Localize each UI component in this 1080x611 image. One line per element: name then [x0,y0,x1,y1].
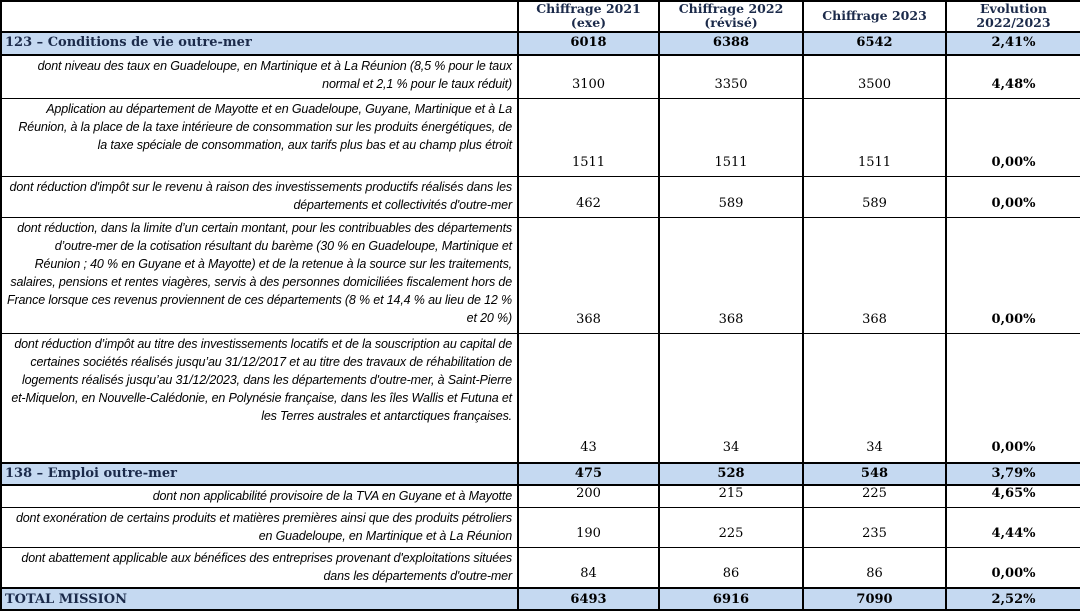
value-2021: 43 [518,334,659,463]
row-label: TOTAL MISSION [1,588,518,610]
column-header-chiffrage-2023: Chiffrage 2023 [803,1,946,32]
value-2023: 589 [803,177,946,218]
value-2022: 528 [659,463,803,485]
row-label: dont abattement applicable aux bénéfices des entreprises provenant d'exploitations situées dans les départements d'outre-mer [1,548,518,589]
column-header-chiffrage-2022: Chiffrage 2022 (révisé) [659,1,803,32]
detail-row-reduction-bareme [1,218,1080,334]
value-2021: 3100 [518,55,659,99]
value-2022: 215 [659,485,803,508]
value-2022: 34 [659,334,803,463]
detail-row-abattement-benefices [1,548,1080,589]
value-2022: 6916 [659,588,803,610]
value-2021: 190 [518,508,659,548]
row-label: Application au département de Mayotte et en Guadeloupe, Guyane, Martinique et à La Réunion, à la place de la taxe intérieure de consommation sur les produits énergétiques, de la taxe spéciale de consommation, aux tarifs plus bas et au champ plus étroit [1,99,518,177]
evolution-value: 2,41% [946,32,1080,55]
section-row-138 [1,463,1080,485]
evolution-value: 4,44% [946,508,1080,548]
value-2023: 235 [803,508,946,548]
row-label: 138 – Emploi outre-mer [1,463,518,485]
detail-row-investissements-locatifs [1,334,1080,463]
row-label: dont exonération de certains produits et matières premières ainsi que des produits pétroliers en Guadeloupe, en Martinique et à La Réunion [1,508,518,548]
value-2023: 34 [803,334,946,463]
detail-row-reduction-revenu [1,177,1080,218]
value-2022: 86 [659,548,803,589]
row-label: dont réduction d’impôt au titre des investissements locatifs et de la souscription au capital de certaines sociétés réalisés jusqu’au 31/12/2017 et au titre des travaux de réhabilitation de logements réalisés jusqu’au 31/12/2023, dans les départements d'outre-mer, à Saint-Pierre et-Miquelon, en Nouvelle-Calédonie, en Polynésie française, dans les îles Wallis et Futuna et les Terres australes et antarctiques françaises. [1,334,518,463]
column-header-evolution: Evolution 2022/2023 [946,1,1080,32]
value-2021: 1511 [518,99,659,177]
evolution-value: 2,52% [946,588,1080,610]
detail-row-exoneration-produits [1,508,1080,548]
evolution-value: 0,00% [946,99,1080,177]
header-row [1,1,1080,32]
evolution-value: 4,48% [946,55,1080,99]
value-2021: 6493 [518,588,659,610]
evolution-value: 3,79% [946,463,1080,485]
section-row-123 [1,32,1080,55]
value-2021: 368 [518,218,659,334]
value-2021: 84 [518,548,659,589]
value-2023: 3500 [803,55,946,99]
detail-row-niveau-taux [1,55,1080,99]
value-2023: 548 [803,463,946,485]
evolution-value: 4,65% [946,485,1080,508]
value-2022: 368 [659,218,803,334]
value-2023: 368 [803,218,946,334]
evolution-value: 0,00% [946,218,1080,334]
value-2022: 6388 [659,32,803,55]
detail-row-tva-guyane-mayotte [1,485,1080,508]
value-2022: 3350 [659,55,803,99]
evolution-value: 0,00% [946,548,1080,589]
value-2022: 225 [659,508,803,548]
value-2022: 589 [659,177,803,218]
evolution-value: 0,00% [946,177,1080,218]
value-2023: 86 [803,548,946,589]
value-2023: 6542 [803,32,946,55]
value-2021: 6018 [518,32,659,55]
value-2023: 7090 [803,588,946,610]
evolution-value: 0,00% [946,334,1080,463]
column-header-chiffrage-2021: Chiffrage 2021 (exe) [518,1,659,32]
value-2021: 462 [518,177,659,218]
value-2021: 475 [518,463,659,485]
row-label: dont réduction d'impôt sur le revenu à raison des investissements productifs réalisés dans les départements et collectivités d'outre-mer [1,177,518,218]
value-2022: 1511 [659,99,803,177]
value-2021: 200 [518,485,659,508]
row-label: dont niveau des taux en Guadeloupe, en Martinique et à La Réunion (8,5 % pour le taux normal et 2,1 % pour le taux réduit) [1,55,518,99]
total-row [1,588,1080,610]
detail-row-application-mayotte [1,99,1080,177]
corner-header-cell [1,1,518,32]
row-label: dont non applicabilité provisoire de la TVA en Guyane et à Mayotte [1,485,518,508]
value-2023: 1511 [803,99,946,177]
row-label: dont réduction, dans la limite d’un certain montant, pour les contribuables des départements d’outre-mer de la cotisation résultant du barème (30 % en Guadeloupe, Martinique et Réunion ; 40 % en Guyane et à Mayotte) et de la retenue à la source sur les traitements, salaires, pensions et rentes viagères, servis à des personnes domiciliées fiscalement hors de France lorsque ces revenus proviennent de ces départements (8 % et 14,4 % au lieu de 12 % et 20 %) [1,218,518,334]
value-2023: 225 [803,485,946,508]
row-label: 123 – Conditions de vie outre-mer [1,32,518,55]
